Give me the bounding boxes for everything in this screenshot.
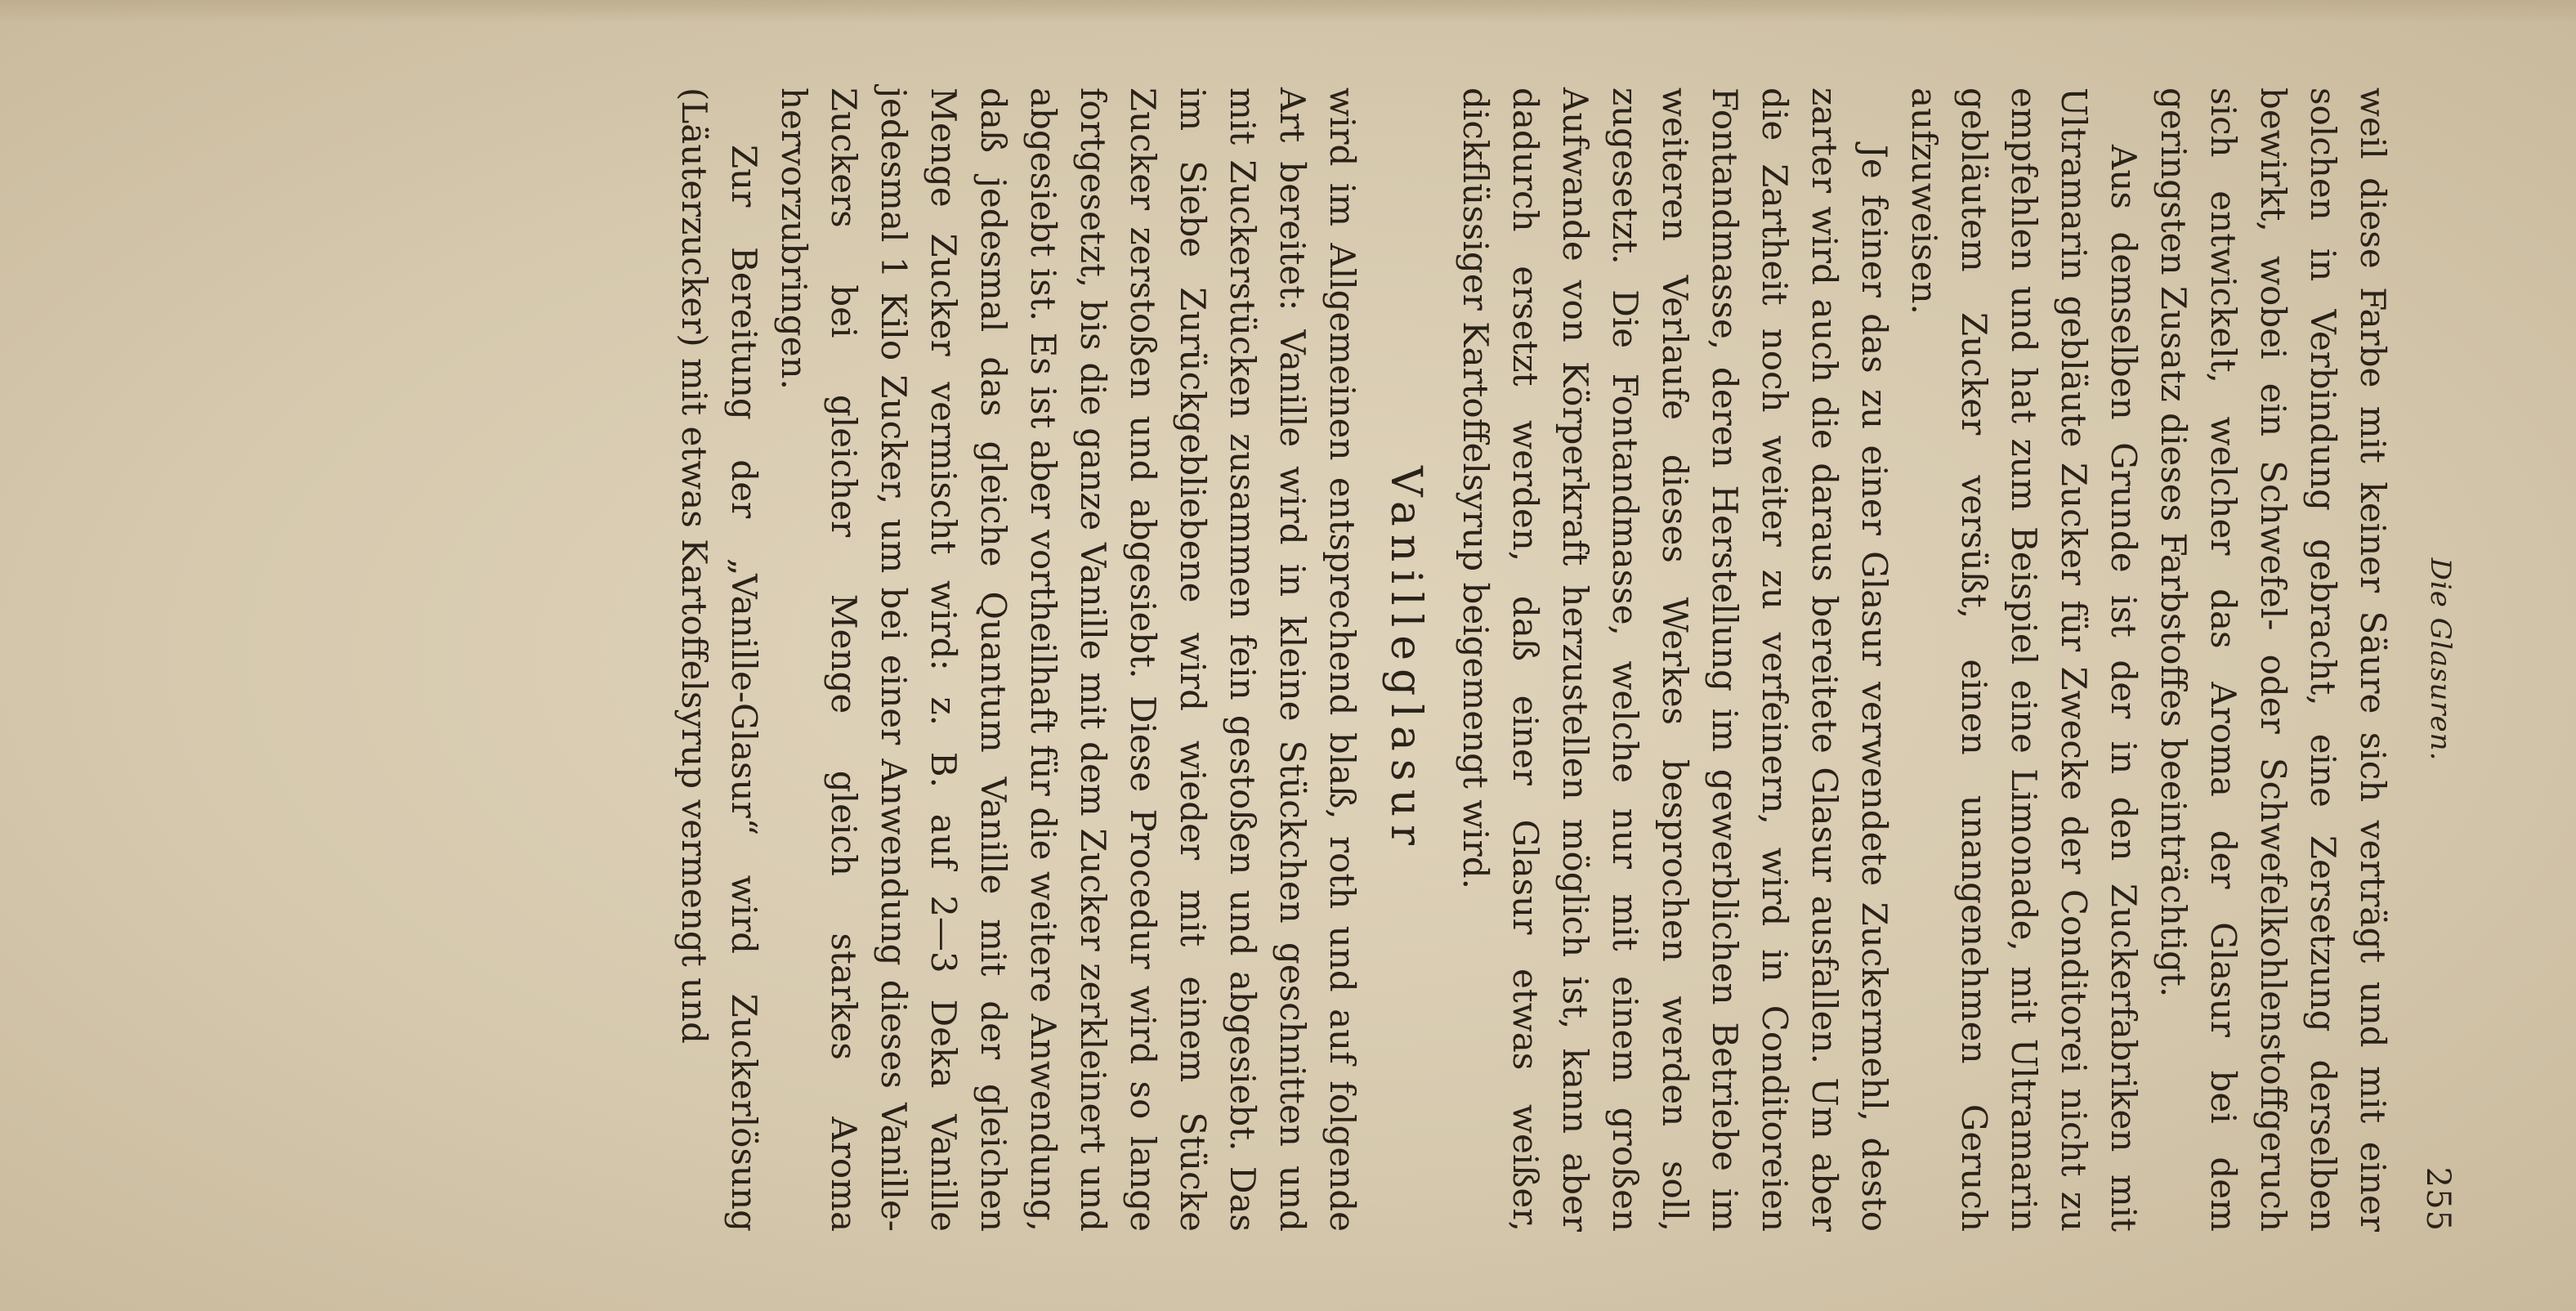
page-header <box>2408 87 2457 1232</box>
paragraph-5: Zur Bereitung der „Vanille-Glasur“ wird Zuckerlösung (Läuterzucker) mit etwas Kartoffelsyrup vermengt und <box>674 87 764 1232</box>
book-page <box>87 30 2489 1281</box>
page-number: 255 <box>2419 1166 2457 1232</box>
paragraph-4: wird im Allgemeinen entsprechend blaß, roth und auf folgende Art bereitet: Vanille wird in kleine Stückchen geschnitten und mit Zuckerstücken zusammen fein gestoßen und abgesiebt. Das im Siebe Zurückgebliebene wird wieder mit einem Stücke Zucker zerstoßen und abgesiebt. Diese Procedur wird so lange fortgesetzt, bis die ganze Vanille mit dem Zucker zerkleinert und abgesiebt ist. Es ist aber vortheilhaft für die weitere Anwendung, daß jedesmal das gleiche Quantum Vanille mit der gleichen Menge Zucker vermischt wird: z. B. auf 2—3 Deka Vanille jedesmal 1 Kilo Zucker, um bei einer Anwendung dieses Vanille-Zuckers bei gleicher Menge gleich starkes Aroma hervorzubringen. <box>774 87 1362 1232</box>
section-heading: Vanilleglasur <box>1381 466 1430 853</box>
page-body <box>669 87 2398 1232</box>
binding-shadow <box>0 0 2576 23</box>
paragraph-1: weil diese Farbe mit keiner Säure sich verträgt und mit einer solchen in Verbindung gebracht, eine Zersetzung derselben bewirkt, wobei ein Schwefel- oder Schwefelkohlenstoffgeruch sich entwickelt, welcher das Aroma der Glasur bei dem geringsten Zusatz dieses Farbstoffes beeinträchtigt. <box>2153 87 2393 1232</box>
running-title: Die Glasuren. <box>2424 557 2457 762</box>
paragraph-3: Je feiner das zu einer Glasur verwendete Zuckermehl, desto zarter wird auch die daraus bereitete Glasur ausfallen. Um aber die Zartheit noch weiter zu verfeinern, wird in Conditoreien Fontandmasse, deren Herstellung im gewerblichen Betriebe im weiteren Verlaufe dieses Werkes besprochen werden soll, zugesetzt. Die Fontandmasse, welche nur mit einem großen Aufwande von Körperkraft herzustellen möglich ist, kann aber dadurch ersetzt werden, daß einer Glasur etwas weißer, dickflüssiger Kartoffelsyrup beigemengt wird. <box>1456 87 1894 1232</box>
paragraph-2: Aus demselben Grunde ist der in den Zuckerfabriken mit Ultramarin gebläute Zucker für Zwecke der Conditorei nicht zu empfehlen und hat zum Beispiel eine Limonade, mit Ultramarin gebläutem Zucker versüßt, einen unangenehmen Geruch aufzuweisen. <box>1904 87 2144 1232</box>
